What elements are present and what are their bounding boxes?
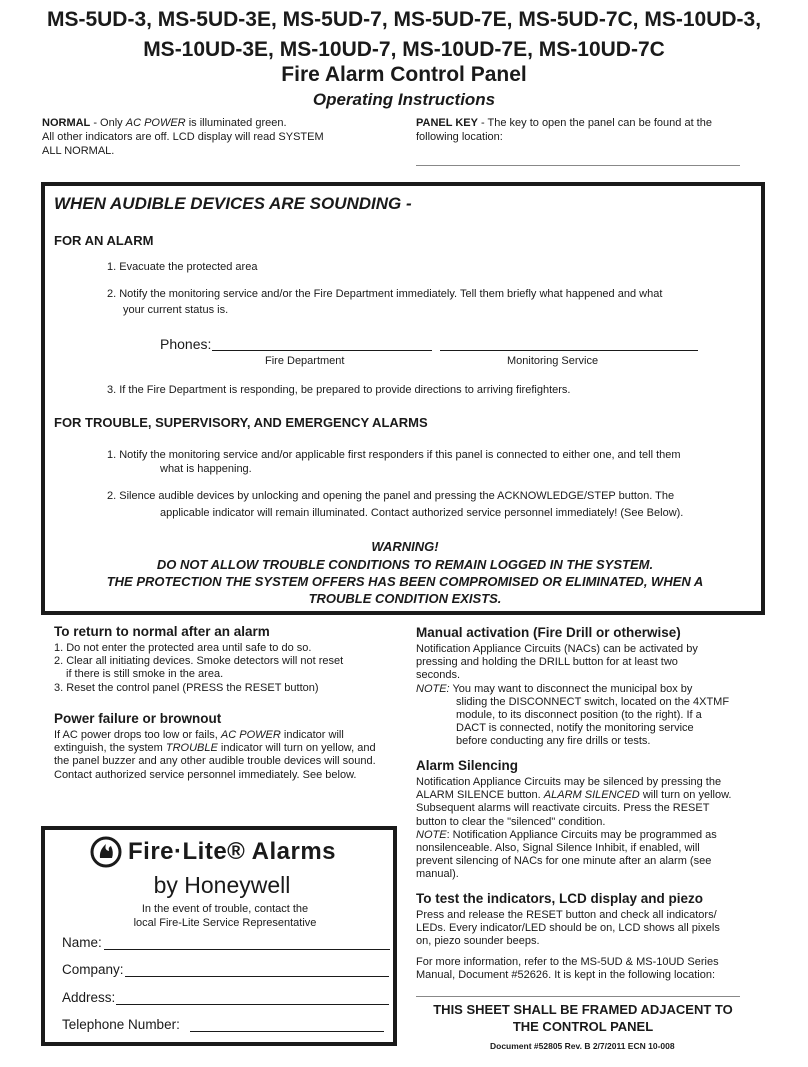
- power-text: indicator will turn on yellow, and: [217, 742, 376, 755]
- power-text: extinguish, the system: [54, 742, 166, 755]
- note-label: NOTE: [416, 828, 447, 841]
- fire-department-phone-line: [212, 350, 432, 351]
- panel-key-location-line: [416, 165, 740, 166]
- return-step-1: 1. Do not enter the protected area until safe to do so.: [54, 642, 312, 654]
- fire-department-caption: Fire Department: [265, 355, 345, 367]
- power-text: indicator will: [280, 729, 344, 741]
- document-number: Document #52805 Rev. B 2/7/2011 ECN 10-008: [490, 1041, 675, 1051]
- manual-note: before conducting any fire drills or tests.: [456, 735, 651, 748]
- warning-title: WARNING!: [371, 539, 439, 554]
- page-title-line3: Fire Alarm Control Panel: [281, 63, 527, 86]
- manual-activation-text: [416, 643, 756, 749]
- company-label: Company:: [62, 962, 124, 977]
- address-label: Address:: [62, 990, 116, 1005]
- trouble-step-1-cont: what is happening.: [160, 463, 252, 475]
- warning-line-2: THE PROTECTION THE SYSTEM OFFERS HAS BEEN COMPROMISED OR ELIMINATED, WHEN A: [106, 574, 704, 589]
- fire-lite-logo-icon: [90, 836, 122, 868]
- warning-line-1: DO NOT ALLOW TROUBLE CONDITIONS TO REMAIN LOGGED IN THE SYSTEM.: [156, 557, 654, 572]
- telephone-label: Telephone Number:: [62, 1017, 180, 1032]
- return-normal-heading: To return to normal after an alarm: [54, 624, 270, 639]
- panel-key-text: - The key to open the panel can be found at the: [477, 117, 712, 129]
- honeywell-brand: by Honeywell: [153, 872, 291, 898]
- alarm-silenced-term: ALARM SILENCED: [543, 789, 640, 802]
- return-step-2-cont: if there is still smoke in the area.: [66, 668, 224, 681]
- manual-note: You may want to disconnect the municipal box by: [452, 682, 693, 695]
- silencing-note: prevent silencing of NACs for one minute after an alarm (see: [416, 855, 712, 868]
- normal-text: All other indicators are off. LCD display will read SYSTEM: [42, 131, 324, 143]
- manual-note: module, to its disconnect position (to the right). If a: [456, 709, 702, 722]
- return-normal-steps: [54, 642, 404, 695]
- panel-key-text: following location:: [416, 131, 503, 143]
- page-title-line2: MS-10UD-3E, MS-10UD-7, MS-10UD-7E, MS-10UD-7C: [143, 38, 665, 61]
- trouble-heading: FOR TROUBLE, SUPERVISORY, AND EMERGENCY ALARMS: [54, 415, 428, 430]
- monitoring-service-caption: Monitoring Service: [507, 355, 599, 367]
- silencing-note: : Notification Appliance Circuits may be programmed as: [446, 828, 717, 841]
- company-field[interactable]: [125, 976, 389, 977]
- manual-note: sliding the DISCONNECT switch, located on the 4XTMF: [456, 695, 730, 708]
- contact-note-2: local Fire-Lite Service Representative: [133, 917, 317, 929]
- manual-text: pressing and holding the DRILL button for at least two: [416, 656, 678, 669]
- alarm-heading: FOR AN ALARM: [54, 233, 154, 248]
- power-text: the panel buzzer and any other audible trouble devices will sound.: [54, 755, 376, 768]
- framing-note-2: THE CONTROL PANEL: [512, 1019, 654, 1034]
- manual-note: DACT is connected, notify the monitoring service: [456, 722, 694, 735]
- test-indicators-heading: To test the indicators, LCD display and piezo: [416, 891, 704, 906]
- return-step-3: 3. Reset the control panel (PRESS the RESET button): [54, 681, 319, 694]
- alarm-silencing-heading: Alarm Silencing: [416, 758, 519, 773]
- alarm-silencing-text: [416, 776, 761, 882]
- telephone-field[interactable]: [190, 1031, 384, 1032]
- test-indicators-text: [416, 909, 761, 982]
- address-field[interactable]: [116, 1004, 389, 1005]
- manual-reference-text: For more information, refer to the MS-5UD & MS-10UD Series: [416, 955, 719, 968]
- manual-reference-text: Manual, Document #52626. It is kept in the following location:: [416, 968, 716, 981]
- silencing-text: button to clear the "silenced" condition.: [416, 815, 606, 828]
- normal-text: ALL NORMAL.: [42, 145, 115, 157]
- trouble-term: TROUBLE: [165, 742, 218, 755]
- manual-text: seconds.: [416, 669, 461, 682]
- monitoring-service-phone-line: [440, 350, 698, 351]
- normal-text: - Only: [90, 117, 126, 129]
- alarm-step-2: 2. Notify the monitoring service and/or the Fire Department immediately. Tell them briefly what happened and what: [107, 288, 663, 300]
- ac-power-term: AC POWER: [125, 117, 186, 129]
- return-step-2: 2. Clear all initiating devices. Smoke detectors will not reset: [54, 655, 344, 668]
- manual-location-line: [416, 996, 740, 997]
- page-title-line1: MS-5UD-3, MS-5UD-3E, MS-5UD-7, MS-5UD-7E, MS-5UD-7C, MS-10UD-3,: [46, 8, 762, 31]
- normal-text: is illuminated green.: [185, 117, 287, 129]
- silencing-note: manual).: [416, 868, 459, 881]
- silencing-text: Subsequent alarms will reactivate circuits. Press the RESET: [416, 802, 710, 815]
- alarm-step-2-cont: your current status is.: [123, 304, 229, 316]
- normal-note: [42, 116, 382, 158]
- power-text: If AC power drops too low or fails,: [54, 729, 221, 741]
- name-label: Name:: [62, 935, 102, 950]
- test-text: Press and release the RESET button and check all indicators/: [416, 909, 717, 921]
- name-field[interactable]: [104, 949, 390, 950]
- test-text: on, piezo sounder beeps.: [416, 935, 540, 948]
- power-failure-text: [54, 729, 404, 782]
- note-label: NOTE:: [416, 682, 450, 695]
- phones-label: Phones:: [160, 336, 212, 352]
- silencing-text: ALARM SILENCE button.: [416, 789, 544, 802]
- ac-power-term: AC POWER: [220, 729, 281, 741]
- test-text: LEDs. Every indicator/LED should be on, LCD shows all pixels: [416, 922, 720, 935]
- framing-note-1: THIS SHEET SHALL BE FRAMED ADJACENT TO: [433, 1002, 733, 1017]
- page-subtitle: Operating Instructions: [312, 90, 496, 109]
- panel-key-note: [416, 116, 746, 144]
- power-text: Contact authorized service personnel immediately. See below.: [54, 768, 357, 781]
- panel-key-label: PANEL KEY: [416, 117, 478, 129]
- contact-note-1: In the event of trouble, contact the: [141, 903, 309, 915]
- alarm-step-3: 3. If the Fire Department is responding, be prepared to provide directions to arriving firefighters.: [107, 384, 571, 396]
- fire-lite-brand: Fire·Lite® Alarms: [128, 838, 337, 865]
- trouble-step-2: 2. Silence audible devices by unlocking and opening the panel and pressing the ACKNOWLEDGE/STEP button. The: [107, 490, 675, 502]
- manual-text: Notification Appliance Circuits (NACs) can be activated by: [416, 643, 698, 655]
- silencing-text: will turn on yellow.: [639, 789, 732, 802]
- alarm-step-1: 1. Evacuate the protected area: [107, 261, 258, 273]
- trouble-step-2-cont: applicable indicator will remain illuminated. Contact authorized service personnel immediately! (See Below).: [160, 507, 684, 519]
- manual-activation-heading: Manual activation (Fire Drill or otherwise): [416, 625, 681, 640]
- power-failure-heading: Power failure or brownout: [54, 711, 222, 726]
- audible-heading: WHEN AUDIBLE DEVICES ARE SOUNDING -: [54, 194, 412, 213]
- silencing-note: nonsilenceable. Also, Signal Silence Inhibit, if enabled, will: [416, 842, 700, 855]
- silencing-text: Notification Appliance Circuits may be silenced by pressing the: [416, 776, 722, 788]
- warning-line-3: TROUBLE CONDITION EXISTS.: [308, 591, 502, 606]
- trouble-step-1: 1. Notify the monitoring service and/or applicable first responders if this panel is connected to either one, and tell them: [107, 449, 681, 461]
- normal-label: NORMAL: [42, 117, 91, 129]
